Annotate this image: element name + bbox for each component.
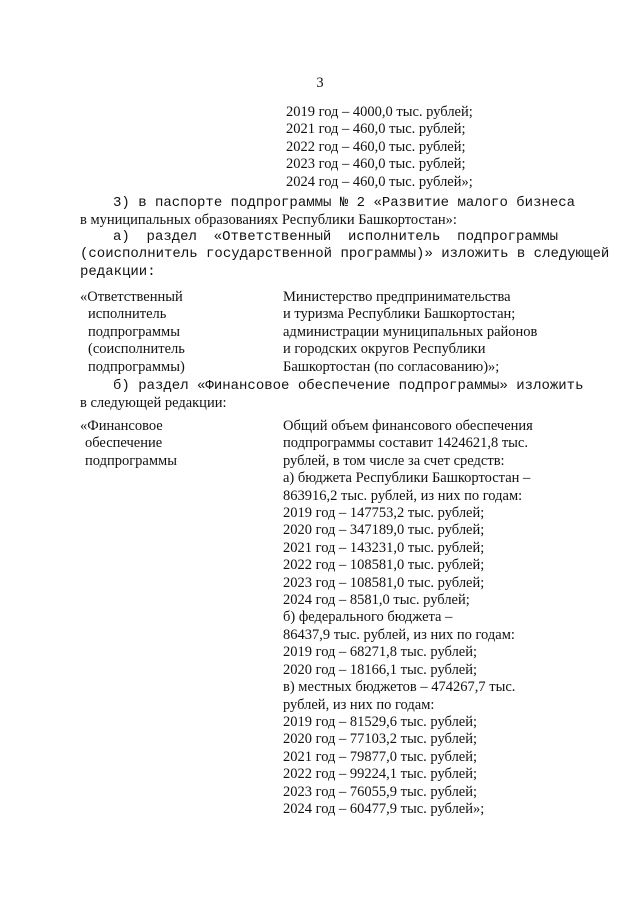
table-cell-line: 2020 год – 18166,1 тыс. рублей;: [283, 661, 478, 678]
table-cell-line: 86437,9 тыс. рублей, из них по годам:: [283, 626, 515, 643]
paragraph-line: б) раздел «Финансовое обеспечение подпрограммы» изложить: [113, 378, 584, 394]
table-cell-line: Башкортостан (по согласованию)»;: [283, 358, 500, 375]
table-cell-line: в) местных бюджетов – 474267,7 тыс.: [283, 679, 516, 696]
table-cell-line: Общий объем финансового обеспечения: [283, 418, 533, 434]
table-cell-line: б) федерального бюджета –: [283, 609, 453, 626]
paragraph-line: а) раздел «Ответственный исполнитель подпрограммы: [113, 229, 558, 245]
table-cell-line: 2020 год – 347189,0 тыс. рублей;: [283, 522, 485, 539]
table-cell-line: 2019 год – 68271,8 тыс. рублей;: [283, 644, 478, 661]
paragraph-line: в следующей редакции:: [80, 395, 227, 412]
table-cell-line: 2024 год – 60477,9 тыс. рублей»;: [283, 800, 485, 817]
top-year-list: [286, 104, 473, 191]
list-item: 2022 год – 460,0 тыс. рублей;: [286, 138, 466, 155]
finance-label: [80, 418, 177, 470]
paragraph-line: 3) в паспорте подпрограммы № 2 «Развитие малого бизнеса: [113, 195, 576, 211]
paragraph-line: в муниципальных образованиях Республики Башкортостан»:: [80, 212, 457, 229]
table-cell-line: подпрограммы: [88, 323, 180, 340]
table-cell-line: исполнитель: [88, 306, 167, 323]
table-cell-line: 2019 год – 81529,6 тыс. рублей;: [283, 713, 478, 730]
table-cell-line: 2022 год – 99224,1 тыс. рублей;: [283, 766, 478, 783]
table-cell-line: 2019 год – 147753,2 тыс. рублей;: [283, 505, 485, 522]
table-cell-line: и туризма Республики Башкортостан;: [283, 306, 516, 323]
table-cell-line: 2021 год – 79877,0 тыс. рублей;: [283, 748, 478, 765]
list-item: 2023 год – 460,0 тыс. рублей;: [286, 156, 466, 173]
paragraph-item-3b: [80, 378, 584, 413]
table-cell-line: администрации муниципальных районов: [283, 323, 538, 340]
list-item: 2019 год – 4000,0 тыс. рублей;: [286, 104, 473, 120]
table-cell-line: 2022 год – 108581,0 тыс. рублей;: [283, 557, 485, 574]
paragraph-line: редакции:: [80, 263, 156, 280]
paragraph-item-3: [80, 195, 576, 230]
table-cell-line: рублей, в том числе за счет средств:: [283, 452, 505, 469]
table-cell-line: подпрограммы: [85, 452, 177, 469]
paragraph-item-3a: [80, 229, 610, 281]
table-cell-line: 2024 год – 8581,0 тыс. рублей;: [283, 592, 470, 609]
table-cell-line: и городских округов Республики: [283, 341, 486, 358]
table-cell-line: 2023 год – 108581,0 тыс. рублей;: [283, 574, 485, 591]
table-cell-line: подпрограммы): [88, 358, 185, 375]
responsible-value: [283, 289, 537, 376]
table-cell-line: 2021 год – 143231,0 тыс. рублей;: [283, 539, 485, 556]
table-cell-line: Министерство предпринимательства: [283, 289, 511, 305]
paragraph-line: (соисполнитель государственной программы)» изложить в следующей: [80, 246, 610, 263]
table-cell-line: 863916,2 тыс. рублей, из них по годам:: [283, 487, 523, 504]
table-cell-line: а) бюджета Республики Башкортостан –: [283, 470, 531, 487]
table-cell-line: обеспечение: [85, 435, 163, 452]
table-cell-line: (соисполнитель: [88, 341, 185, 358]
table-cell-line: «Финансовое: [80, 418, 163, 434]
table-cell-line: 2023 год – 76055,9 тыс. рублей;: [283, 783, 478, 800]
list-item: 2024 год – 460,0 тыс. рублей»;: [286, 173, 473, 190]
table-cell-line: подпрограммы составит 1424621,8 тыс.: [283, 435, 528, 452]
table-cell-line: 2020 год – 77103,2 тыс. рублей;: [283, 731, 478, 748]
finance-value: [283, 418, 533, 818]
responsible-label: [80, 289, 185, 376]
table-cell-line: рублей, из них по годам:: [283, 696, 435, 713]
list-item: 2021 год – 460,0 тыс. рублей;: [286, 121, 466, 138]
page-number: 3: [316, 75, 324, 91]
table-cell-line: «Ответственный: [80, 289, 183, 305]
